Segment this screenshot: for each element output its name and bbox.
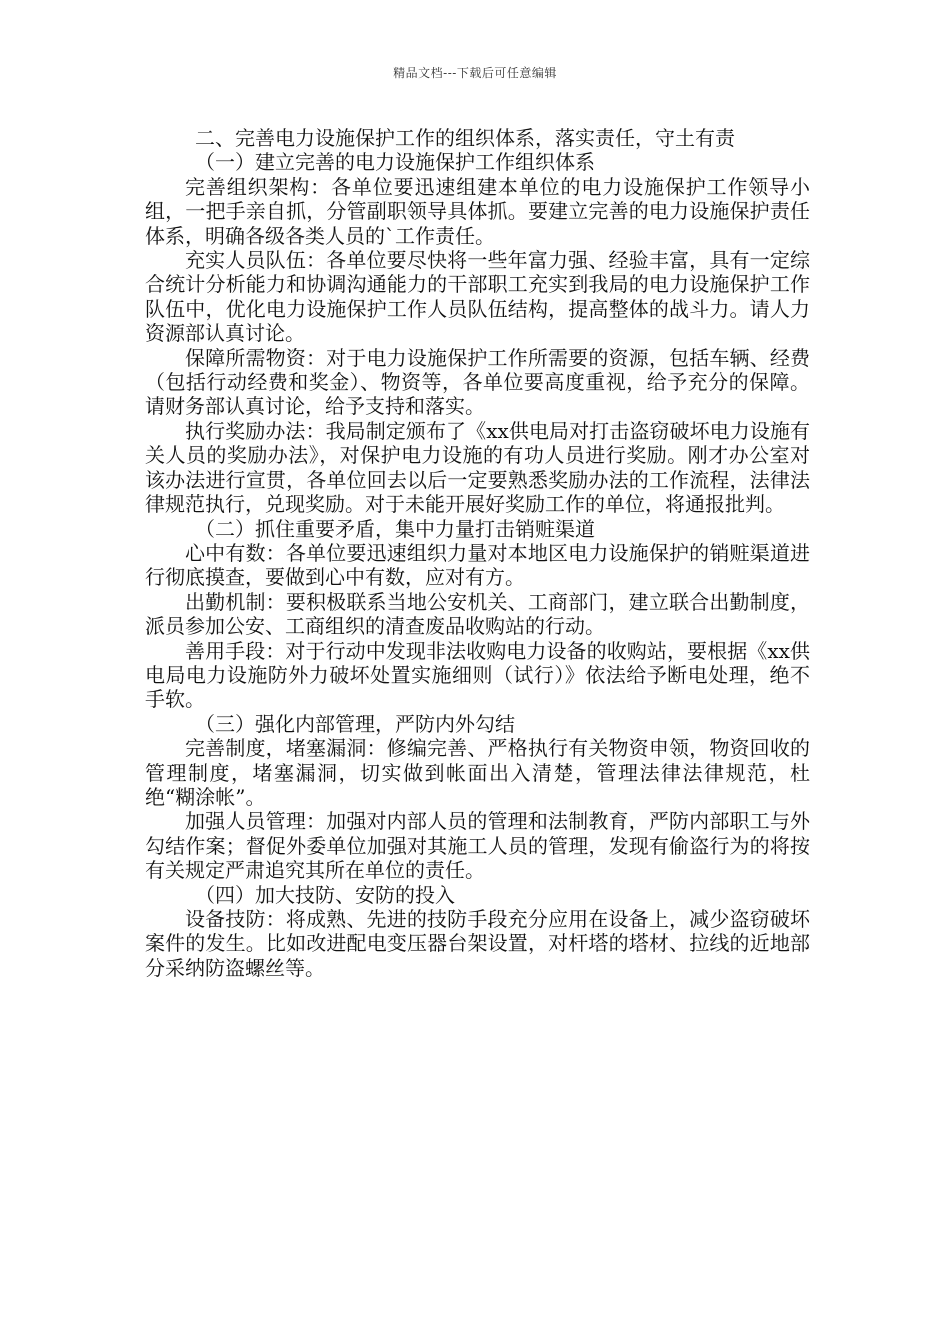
subsection-heading: （一）建立完善的电力设施保护工作组织体系 <box>195 150 595 175</box>
body-paragraph: 心中有数：各单位要迅速组织力量对本地区电力设施保护的销赃渠道进行彻底摸查，要做到心中有数，应对有方。 <box>145 540 810 590</box>
section-heading: 二、完善电力设施保护工作的组织体系，落实责任，守土有责 <box>195 126 735 150</box>
body-paragraph: 善用手段：对于行动中发现非法收购电力设备的收购站，要根据《xx供电局电力设施防外力破坏处置实施细则（试行）》依法给予断电处理，绝不手软。 <box>145 638 810 712</box>
body-paragraph: 完善制度，堵塞漏洞：修编完善、严格执行有关物资申领，物资回收的管理制度，堵塞漏洞，切实做到帐面出入清楚，管理法律法律规范，杜绝“糊涂帐”。 <box>145 736 810 809</box>
body-paragraph: 加强人员管理：加强对内部人员的管理和法制教育，严防内部职工与外勾结作案；督促外委单位加强对其施工人员的管理，发现有偷盗行为的将按有关规定严肃追究其所在单位的责任。 <box>145 809 810 883</box>
page-header: 精品文档---下载后可任意编辑 <box>393 66 557 80</box>
body-paragraph: 充实人员队伍：各单位要尽快将一些年富力强、经验丰富，具有一定综合统计分析能力和协调沟通能力的干部职工充实到我局的电力设施保护工作队伍中，优化电力设施保护工作人员队伍结构，提高整体的战斗力。请人力资源部认真讨论。 <box>145 248 810 346</box>
body-paragraph: 完善组织架构：各单位要迅速组建本单位的电力设施保护工作领导小组，一把手亲自抓，分管副职领导具体抓。要建立完善的电力设施保护责任体系，明确各级各类人员的`工作责任。 <box>145 174 810 248</box>
body-paragraph: 保障所需物资：对于电力设施保护工作所需要的资源，包括车辆、经费（包括行动经费和奖金）、物资等，各单位要高度重视，给予充分的保障。请财务部认真讨论，给予支持和落实。 <box>145 345 810 419</box>
subsection-heading: （二）抓住重要矛盾，集中力量打击销赃渠道 <box>195 516 595 541</box>
body-paragraph: 执行奖励办法：我局制定颁布了《xx供电局对打击盗窃破坏电力设施有关人员的奖励办法》，对保护电力设施的有功人员进行奖励。刚才办公室对该办法进行宣贯，各单位回去以后一定要熟悉奖励办法的工作流程，法律法律规范执行，兑现奖励。对于未能开展好奖励工作的单位，将通报批判。 <box>145 418 810 517</box>
subsection-heading: （四）加大技防、安防的投入 <box>195 882 455 907</box>
body-paragraph: 出勤机制：要积极联系当地公安机关、工商部门，建立联合出勤制度，派员参加公安、工商组织的清查废品收购站的行动。 <box>145 589 810 639</box>
body-paragraph: 设备技防：将成熟、先进的技防手段充分应用在设备上，减少盗窃破坏案件的发生。比如改进配电变压器台架设置，对杆塔的塔材、拉线的近地部分采纳防盗螺丝等。 <box>145 907 810 980</box>
subsection-heading: （三）强化内部管理，严防内外勾结 <box>195 711 515 736</box>
document-body <box>145 126 810 980</box>
